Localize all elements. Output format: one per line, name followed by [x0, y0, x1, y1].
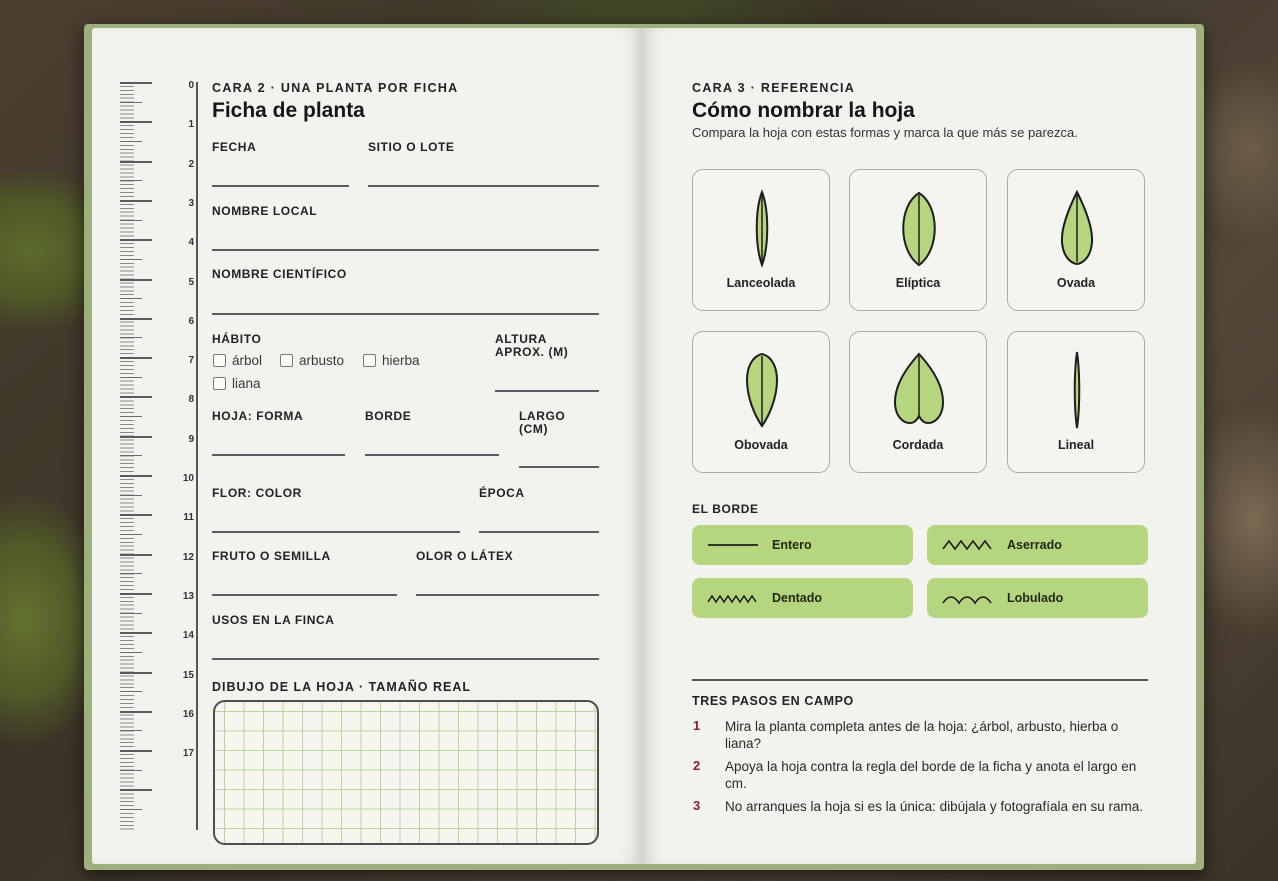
drawing-label: DIBUJO DE LA HOJA · TAMAÑO REAL [212, 680, 472, 694]
ruler-half-tick [120, 730, 142, 731]
ruler-number: 5 [188, 276, 194, 288]
leaf-drawing-grid[interactable] [213, 700, 599, 845]
ruler-half-tick [120, 770, 142, 771]
hoja-forma-label: HOJA: FORMA [212, 409, 304, 423]
lanceolate-leaf-icon [693, 170, 831, 312]
serrated-edge-icon [941, 537, 997, 553]
ruler-half-tick [120, 809, 142, 810]
shape-card-eliptica[interactable] [849, 169, 987, 311]
ruler-number: 14 [182, 630, 194, 642]
ruler-major-tick [120, 593, 152, 595]
border-name: Lobulado [1007, 591, 1064, 605]
ruler-number: 3 [188, 197, 194, 209]
entire-edge-icon [706, 537, 762, 553]
nombre-local-field[interactable] [212, 249, 599, 251]
ruler-half-tick [120, 416, 142, 417]
nombre-local-label: NOMBRE LOCAL [212, 204, 318, 218]
shape-name: Ovada [1056, 276, 1096, 290]
ruler-fine-ticks [120, 82, 134, 832]
ruler-half-tick [120, 691, 142, 692]
ruler-number: 9 [188, 433, 194, 445]
ruler-major-tick [120, 632, 152, 634]
shape-card-lanceolada[interactable] [692, 169, 830, 311]
step-text: No arranques la hoja si es la única: dibújala y fotografíala en su rama. [725, 799, 1143, 814]
ruler-major-tick [120, 161, 152, 163]
checkbox-icon [213, 377, 226, 390]
borde-field[interactable] [365, 454, 499, 456]
ruler-half-tick [120, 613, 142, 614]
ruler-number: 10 [182, 473, 194, 484]
checkbox-icon [213, 354, 226, 367]
ruler-major-tick [120, 436, 152, 438]
largo-field[interactable] [519, 466, 599, 468]
olor-label: OLOR O LÁTEX [416, 549, 514, 563]
right-page-title: Cómo nombrar la hoja [692, 99, 915, 122]
sitio-field[interactable] [368, 185, 599, 187]
borde-label: BORDE [365, 409, 412, 423]
ruler-major-tick [120, 82, 152, 84]
fruto-field[interactable] [212, 594, 397, 596]
border-name: Entero [772, 538, 812, 552]
ruler-major-tick [120, 239, 152, 241]
fruto-label: FRUTO O SEMILLA [212, 549, 331, 563]
border-dentado[interactable] [692, 578, 913, 618]
olor-field[interactable] [416, 594, 599, 596]
sitio-label: SITIO O LOTE [368, 140, 455, 154]
step-number: 1 [693, 718, 701, 733]
left-page-title: Ficha de planta [212, 99, 365, 122]
border-lobulado[interactable] [927, 578, 1148, 618]
shape-name: Obovada [734, 438, 788, 452]
habit-option-arbol[interactable]: árbol [213, 353, 262, 368]
ruler-number: 0 [188, 80, 194, 91]
nombre-cientifico-label: NOMBRE CIENTÍFICO [212, 267, 347, 281]
ruler-major-tick [120, 121, 152, 123]
shape-card-ovada[interactable] [1007, 169, 1145, 311]
epoca-label: ÉPOCA [479, 486, 525, 500]
fecha-field[interactable] [212, 185, 349, 187]
ruler-number: 1 [188, 119, 194, 131]
ruler-half-tick [120, 298, 142, 299]
ruler-half-tick [120, 220, 142, 221]
ruler-half-tick [120, 259, 142, 260]
usos-label: USOS EN LA FINCA [212, 613, 335, 627]
flor-color-label: FLOR: COLOR [212, 486, 302, 500]
usos-field[interactable] [212, 658, 599, 660]
ruler-half-tick [120, 652, 142, 653]
ruler-major-tick [120, 200, 152, 202]
ruler-number: 7 [188, 355, 194, 367]
shape-name: Lineal [1057, 438, 1095, 452]
dentate-edge-icon [706, 590, 762, 606]
ruler-number: 2 [188, 158, 194, 170]
section-divider [692, 679, 1148, 681]
ruler-number: 16 [182, 708, 194, 720]
altura-field[interactable] [495, 390, 599, 392]
ruler-half-tick [120, 102, 142, 103]
ruler-number: 15 [182, 669, 194, 681]
altura-label: ALTURA APROX. (M) [495, 332, 569, 359]
ruler-major-tick [120, 789, 152, 791]
border-entero[interactable] [692, 525, 913, 565]
largo-label: LARGO (CM) [519, 409, 566, 436]
ruler-half-tick [120, 377, 142, 378]
habit-option-hierba[interactable]: hierba [363, 353, 420, 368]
ruler-major-tick [120, 279, 152, 281]
epoca-field[interactable] [479, 531, 599, 533]
obovate-leaf-icon [693, 332, 831, 474]
right-subtitle: Compara la hoja con estas formas y marca la que más se parezca. [692, 125, 1078, 140]
shape-name: Lanceolada [726, 276, 796, 290]
border-section-title: EL BORDE [692, 502, 759, 516]
ruler-major-tick [120, 357, 152, 359]
ruler-number: 11 [183, 512, 194, 524]
ruler-major-tick [120, 750, 152, 752]
ruler-line [196, 82, 198, 830]
ruler-major-tick [120, 396, 152, 398]
ruler-number: 12 [182, 551, 194, 563]
ruler-number: 6 [188, 315, 194, 327]
elliptic-leaf-icon [850, 170, 988, 312]
habito-label: HÁBITO [212, 332, 262, 346]
ruler-half-tick [120, 141, 142, 142]
ruler-half-tick [120, 455, 142, 456]
shape-card-lineal[interactable] [1007, 331, 1145, 473]
ruler-half-tick [120, 534, 142, 535]
ruler-major-tick [120, 514, 152, 516]
ruler-half-tick [120, 495, 142, 496]
border-name: Dentado [772, 591, 822, 605]
border-aserrado[interactable] [927, 525, 1148, 565]
ruler-major-tick [120, 318, 152, 320]
border-name: Aserrado [1007, 538, 1062, 552]
step-number: 2 [693, 758, 701, 773]
shape-card-obovada[interactable] [692, 331, 830, 473]
flor-color-field[interactable] [212, 531, 460, 533]
habit-option-arbusto[interactable]: arbusto [280, 353, 344, 368]
checkbox-icon [363, 354, 376, 367]
ruler-major-tick [120, 554, 152, 556]
fecha-label: FECHA [212, 140, 257, 154]
step-number: 3 [693, 798, 701, 813]
ruler-number: 4 [188, 237, 194, 249]
cordate-leaf-icon [850, 332, 988, 474]
shape-card-cordada[interactable] [849, 331, 987, 473]
ruler-half-tick [120, 573, 142, 574]
ruler-number: 17 [182, 748, 194, 760]
centimeter-ruler [120, 82, 200, 834]
ruler-half-tick [120, 337, 142, 338]
shape-name: Cordada [892, 438, 944, 452]
lobed-edge-icon [941, 590, 997, 606]
ruler-major-tick [120, 672, 152, 674]
ruler-major-tick [120, 711, 152, 713]
shape-name: Elíptica [895, 276, 941, 290]
step-text: Mira la planta completa antes de la hoja: ¿árbol, arbusto, hierba o liana? [725, 719, 1119, 751]
nombre-cientifico-field[interactable] [212, 313, 599, 315]
habit-option-liana[interactable]: liana [213, 376, 261, 391]
linear-leaf-icon [1008, 332, 1146, 474]
checkbox-icon [280, 354, 293, 367]
ruler-major-tick [120, 475, 152, 477]
steps-title: TRES PASOS EN CAMPO [692, 694, 854, 708]
ruler-half-tick [120, 180, 142, 181]
hoja-forma-field[interactable] [212, 454, 345, 456]
left-eyebrow: CARA 2 · UNA PLANTA POR FICHA [212, 81, 459, 95]
ovate-leaf-icon [1008, 170, 1146, 312]
ruler-number: 8 [188, 394, 194, 406]
step-text: Apoya la hoja contra la regla del borde de la ficha y anota el largo en cm. [725, 759, 1137, 791]
ruler-number: 13 [182, 590, 194, 602]
right-eyebrow: CARA 3 · REFERENCIA [692, 81, 856, 95]
